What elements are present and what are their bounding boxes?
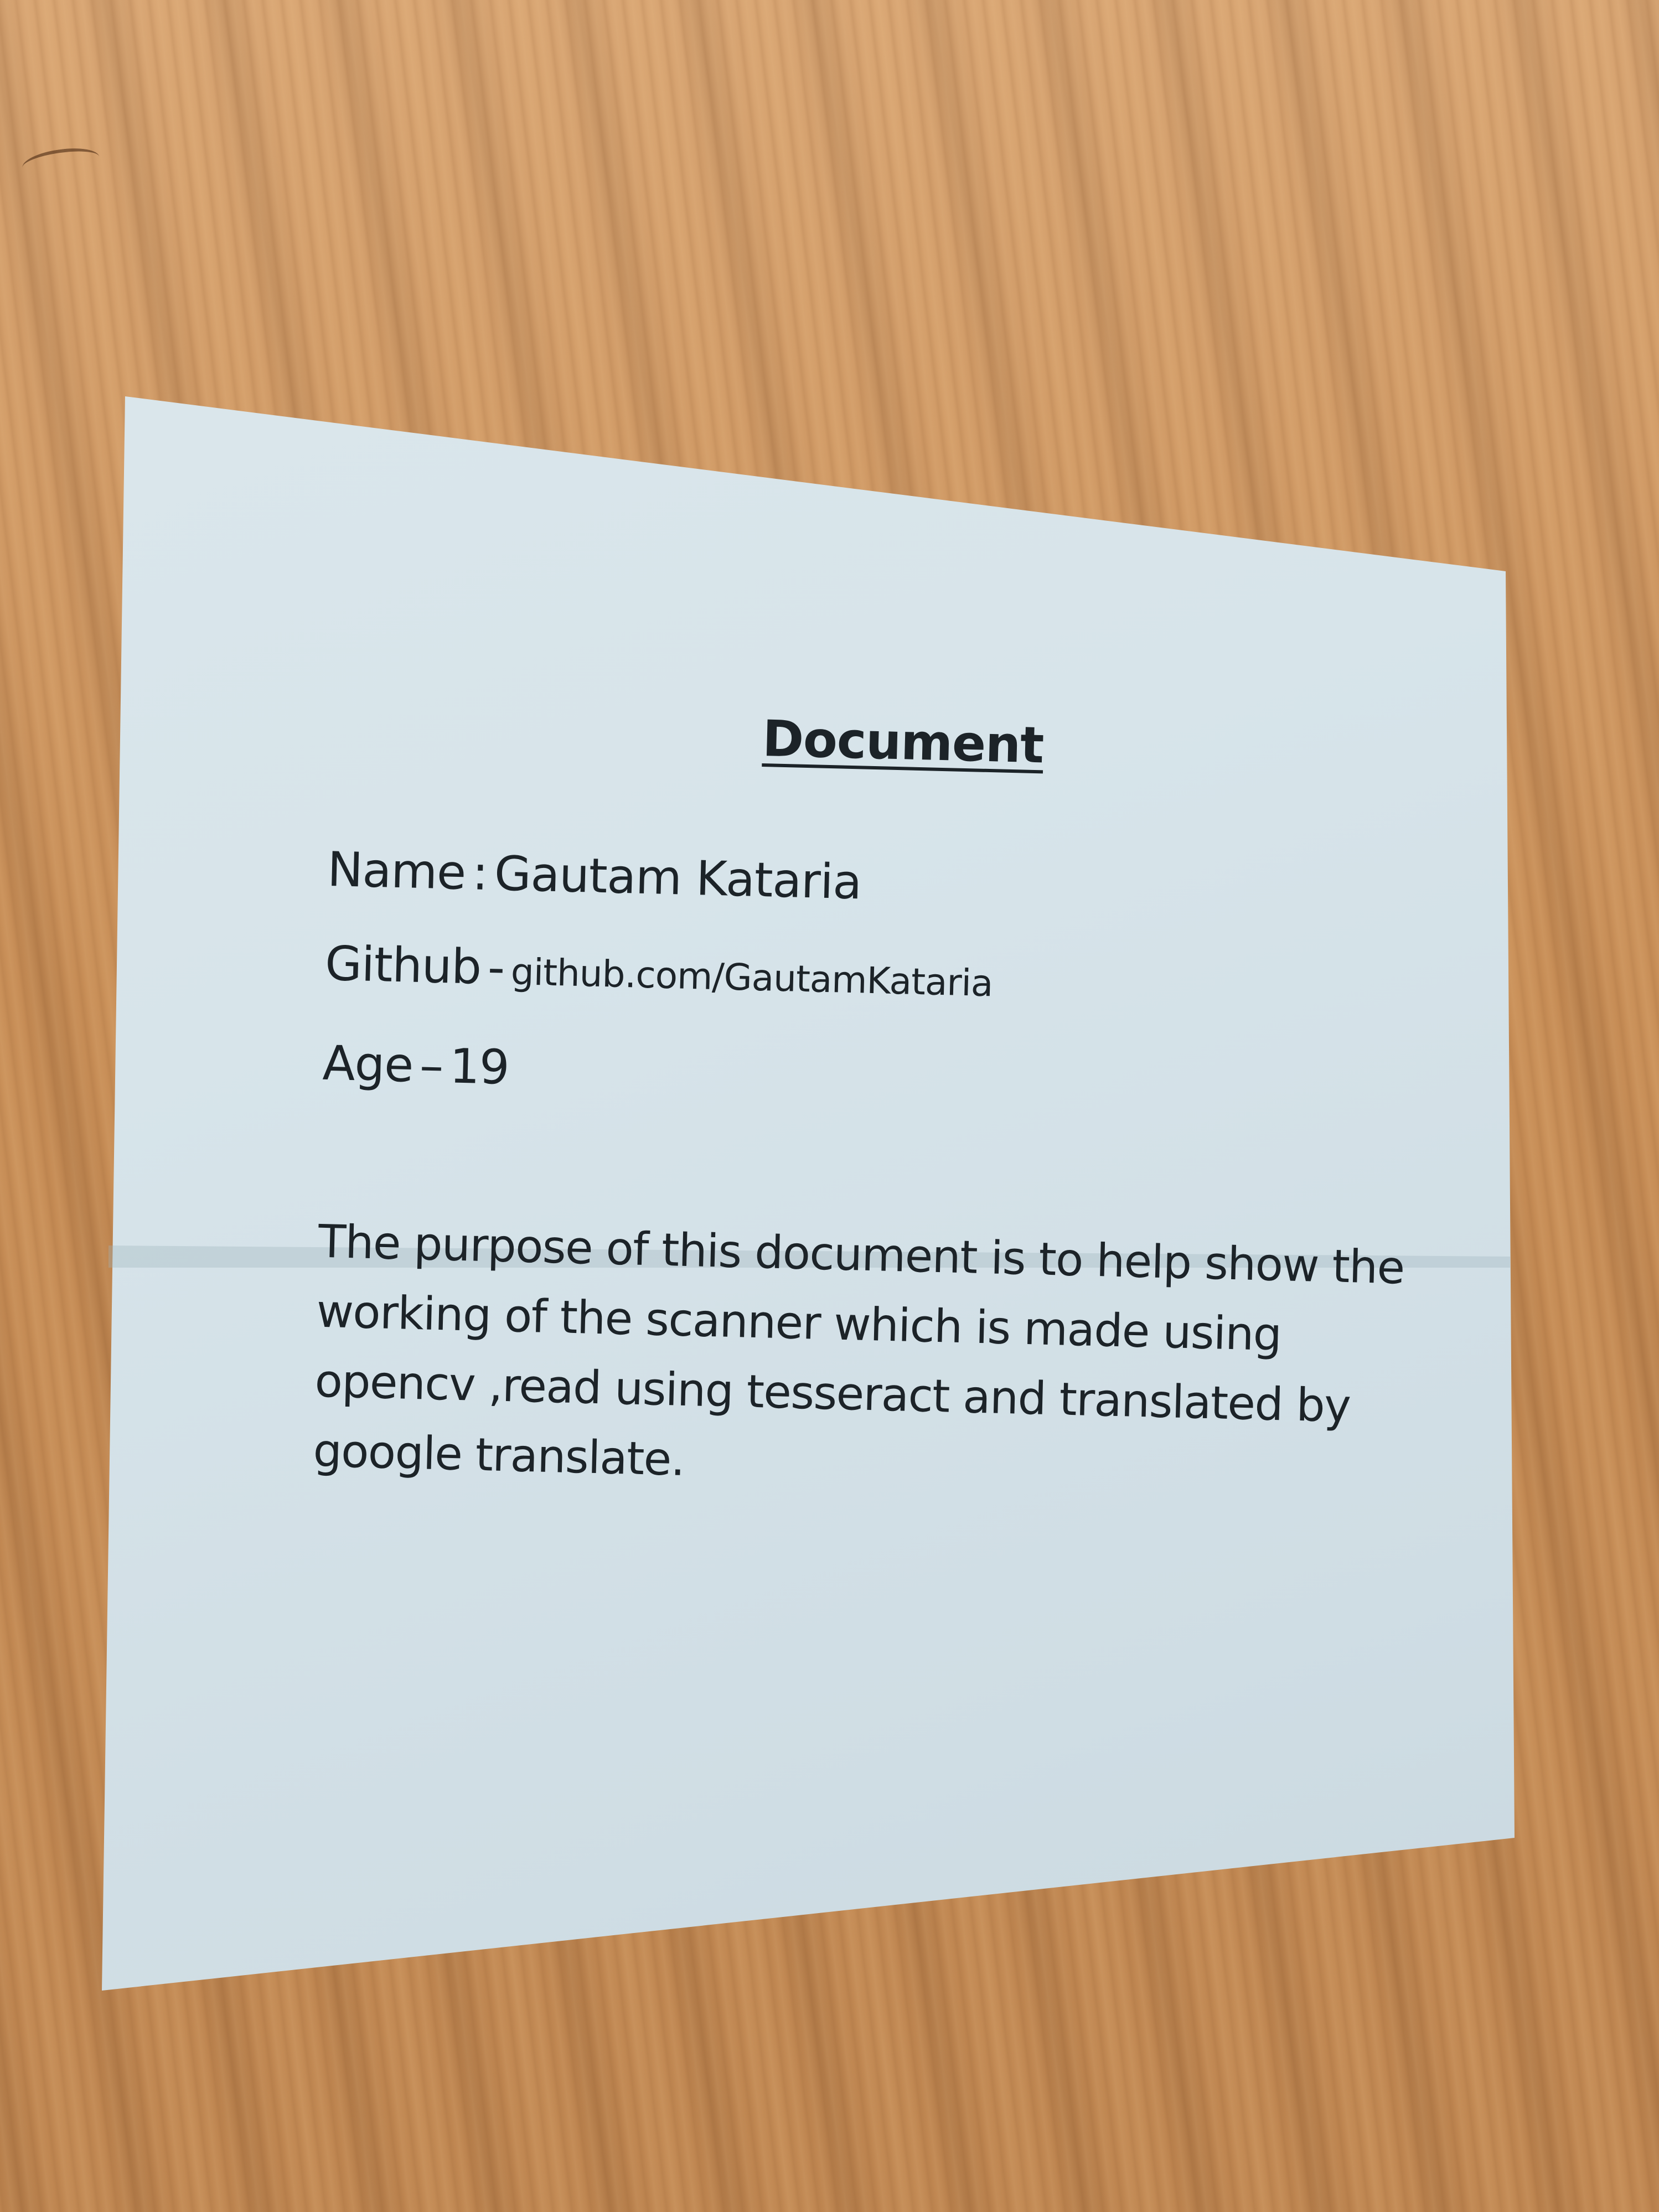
github-separator: - — [487, 940, 505, 996]
paragraph-line-3: opencv ,read using tesseract and translated by — [314, 1355, 1351, 1433]
github-url: github.com/GautamKataria — [510, 950, 994, 1005]
age-value: 19 — [448, 1038, 510, 1095]
purpose-paragraph — [312, 1207, 1405, 1512]
age-separator: – — [418, 1038, 444, 1094]
paragraph-line-2: working of the scanner which is made using — [316, 1285, 1282, 1362]
paragraph-line-4: google translate. — [312, 1424, 685, 1486]
paragraph-line-1: The purpose of this document is to help show the — [317, 1215, 1405, 1295]
name-value: Gautam Kataria — [493, 846, 862, 911]
age-line — [322, 1036, 510, 1095]
github-label: Github — [324, 936, 482, 995]
wood-knot — [20, 144, 101, 180]
age-label: Age — [322, 1035, 414, 1093]
name-separator: : — [471, 845, 489, 901]
name-label: Name — [327, 841, 467, 901]
document-title: Document — [762, 710, 1045, 775]
